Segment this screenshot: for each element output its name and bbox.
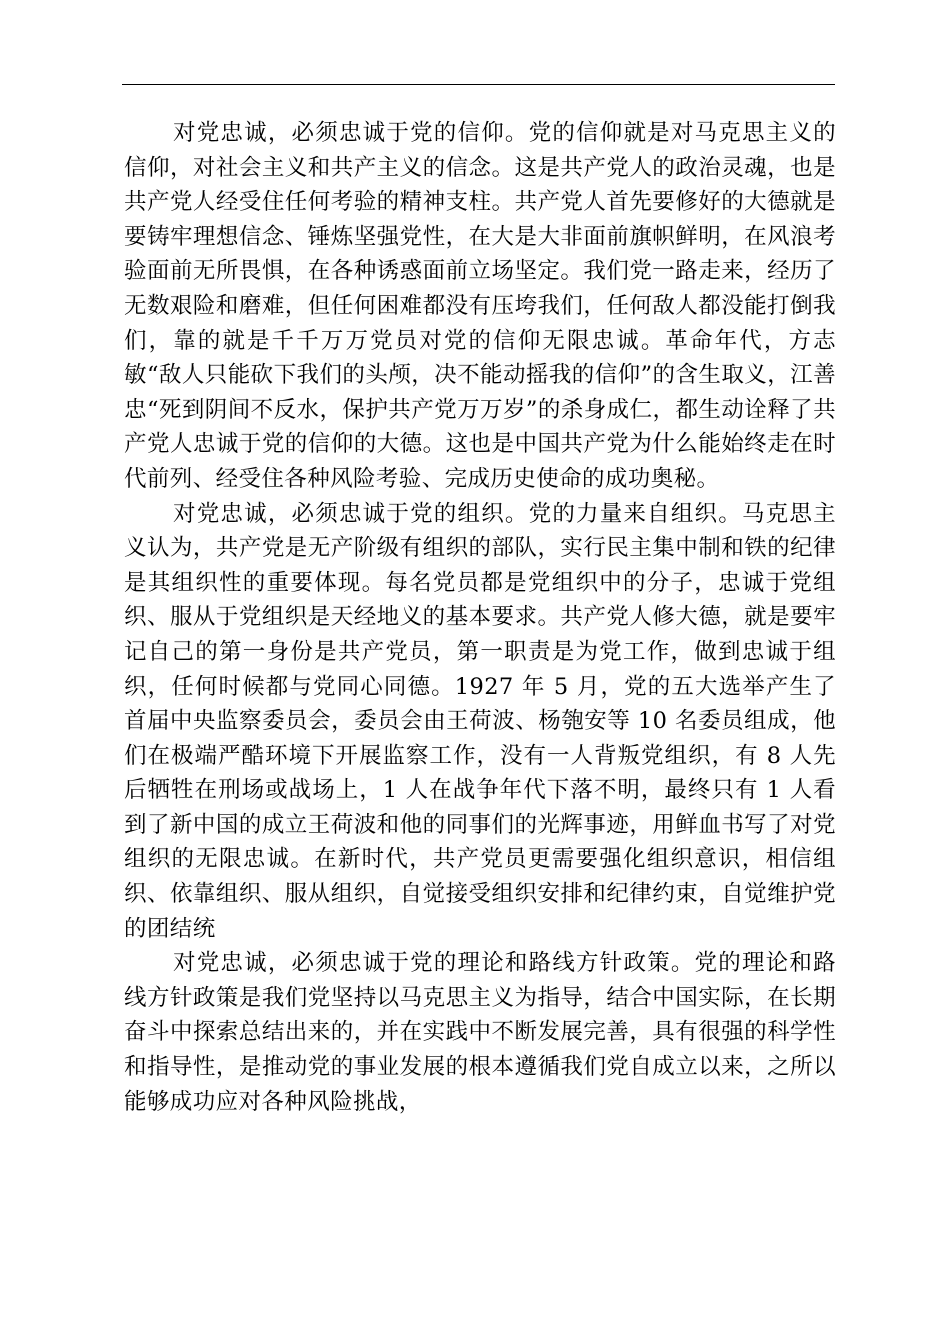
header-rule bbox=[122, 84, 835, 85]
paragraph-organization: 对党忠诚，必须忠诚于党的组织。党的力量来自组织。马克思主义认为，共产党是无产阶级有组织的部队，实行民主集中制和铁的纪律是其组织性的重要体现。每名党员都是党组织中的分子，忠诚于党组织、服从于党组织是天经地义的基本要求。共产党人修大德，就是要牢记自己的第一身份是共产党员，第一职责是为党工作，做到忠诚于组织，任何时候都与党同心同德。1927 年 5 月，党的五大选举产生了首届中央监察委员会，委员会由王荷波、杨匏安等 10 名委员组成，他们在极端严酷环境下开展监察工作，没有一人背叛党组织，有 8 人先后牺牲在刑场或战场上，1 人在战争年代下落不明，最终只有 1 人看到了新中国的成立王荷波和他的同事们的光辉事迹，用鲜血书写了对党组织的无限忠诚。在新时代，共产党员更需要强化组织意识，相信组织、依靠组织、服从组织，自觉接受组织安排和纪律约束，自觉维护党的团结统 bbox=[124, 500, 836, 942]
paragraph-faith: 对党忠诚，必须忠诚于党的信仰。党的信仰就是对马克思主义的信仰，对社会主义和共产主义的信念。这是共产党人的政治灵魂，也是共产党人经受住任何考验的精神支柱。共产党人首先要修好的大德就是要铸牢理想信念、锤炼坚强党性，在大是大非面前旗帜鲜明，在风浪考验面前无所畏惧，在各种诱惑面前立场坚定。我们党一路走来，经历了无数艰险和磨难，但任何困难都没有压垮我们，任何敌人都没能打倒我们，靠的就是千千万万党员对党的信仰无限忠诚。革命年代，方志敏“敌人只能砍下我们的头颅，决不能动摇我的信仰”的含生取义，江善忠“死到阴间不反水，保护共产党万万岁”的杀身成仁，都生动诠释了共产党人忠诚于党的信仰的大德。这也是中国共产党为什么能始终走在时代前列、经受住各种风险考验、完成历史使命的成功奥秘。 bbox=[124, 120, 836, 492]
paragraph-theory: 对党忠诚，必须忠诚于党的理论和路线方针政策。党的理论和路线方针政策是我们党坚持以马克思主义为指导，结合中国实际，在长期奋斗中探索总结出来的，并在实践中不断发展完善，具有很强的科学性和指导性，是推动党的事业发展的根本遵循我们党自成立以来，之所以能够成功应对各种风险挑战， bbox=[124, 950, 836, 1115]
body-text bbox=[124, 116, 836, 1119]
